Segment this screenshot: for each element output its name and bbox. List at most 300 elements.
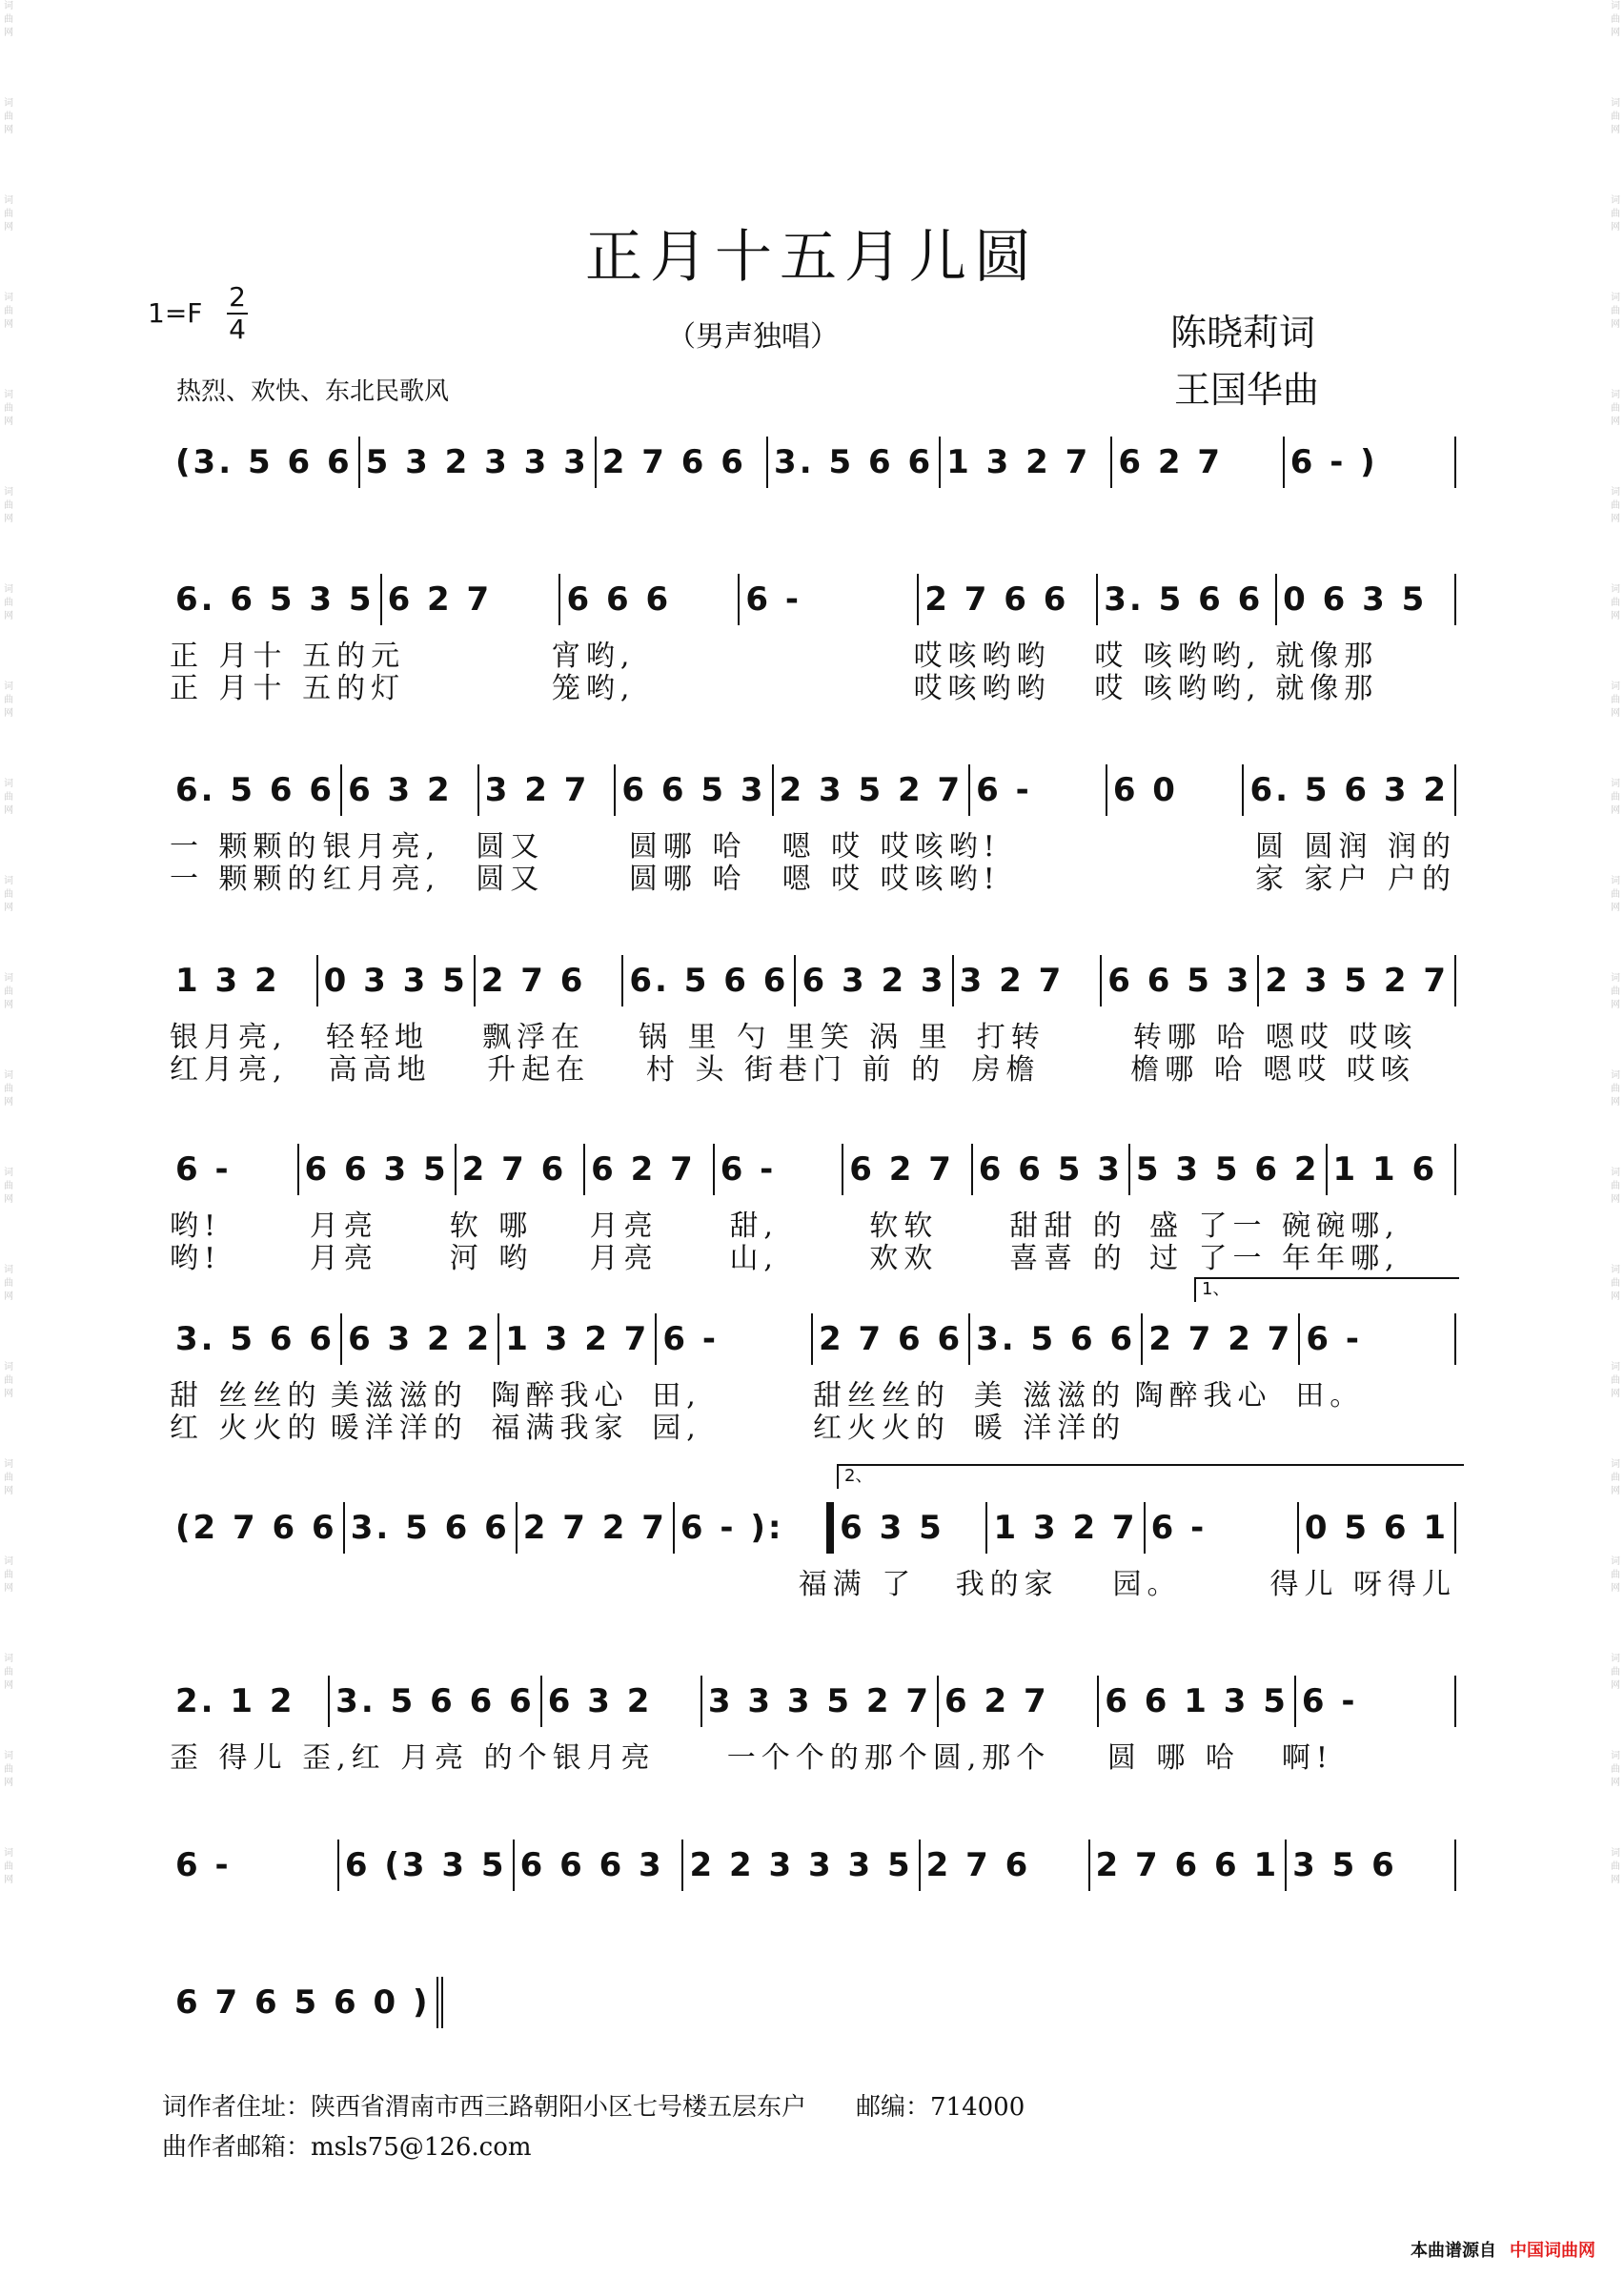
lyric-cell: 锅 里 勺 里 — [639, 1021, 821, 1054]
measure — [1090, 1840, 1288, 1891]
measure — [170, 764, 342, 816]
lyric-cell: 哟! — [170, 1242, 222, 1275]
lyric-cell: 转哪 哈 嗯 — [1132, 1021, 1300, 1054]
measure — [342, 764, 479, 816]
measure-notes: 1 3 2 7 — [505, 1320, 650, 1358]
measure — [954, 955, 1103, 1006]
time-signature — [227, 282, 248, 345]
watermark-text: 词曲网 — [4, 1556, 13, 1594]
lyric-cell: 美滋滋的 — [330, 1379, 468, 1413]
measure — [1296, 1676, 1456, 1727]
watermark-text: 词曲网 — [1611, 1459, 1620, 1496]
measure-notes: 6 2 7 — [387, 580, 493, 619]
watermark-text: 词曲网 — [4, 1751, 13, 1788]
lyric-cell: 红 月亮 的个 — [351, 1741, 553, 1775]
lyric-cell: 红月亮, — [322, 863, 441, 896]
lyric-cell: 红火火的 — [813, 1412, 950, 1445]
measure-notes: 6 - — [662, 1320, 719, 1358]
measure-notes: (2 7 6 6 — [175, 1509, 337, 1547]
measure-notes: 6. 5 6 3 2 — [1249, 771, 1450, 809]
watermark-text: 词曲网 — [1611, 1168, 1620, 1205]
score-system — [170, 574, 1456, 705]
lyric-cell: 正 月十 五的 — [170, 672, 372, 705]
measure-notes: 2 2 3 3 3 5 — [689, 1846, 913, 1884]
lyricist-credit: 陈晓莉词 — [1170, 312, 1316, 354]
watermark-text: 词曲网 — [1611, 1654, 1620, 1691]
watermark-text: 词曲网 — [4, 1654, 13, 1691]
watermark-text: 词曲网 — [4, 487, 13, 524]
lyric-cell: 灯 — [371, 672, 406, 705]
measure — [774, 764, 971, 816]
measure — [1299, 1502, 1456, 1554]
lyric-cell: 笑 涡 里 — [820, 1021, 953, 1054]
measure — [360, 437, 597, 488]
lyric-cell: 田。 — [1295, 1379, 1365, 1413]
measure — [796, 955, 953, 1006]
measure — [987, 1502, 1145, 1554]
staff-line — [170, 1676, 1456, 1727]
measure — [1146, 1502, 1299, 1554]
lyric-cell: 圆又 — [476, 830, 545, 864]
watermark-text: 词曲网 — [1611, 584, 1620, 621]
side-watermark-right — [1607, 0, 1624, 2277]
composer-email: 曲作者邮箱：msls75@126.com — [162, 2133, 532, 2162]
measure-notes: 6 7 6 5 6 0 ) — [175, 1983, 431, 2022]
lyric-cell: 一 颗颗的 — [170, 863, 322, 896]
measure — [457, 1144, 586, 1195]
lyric-cell: 陶醉我心 — [491, 1379, 629, 1413]
measure — [1098, 574, 1277, 625]
lyric-line — [170, 673, 1456, 705]
lyric-cell: 年哪, — [1316, 1242, 1400, 1275]
lyric-cell: 家 家户 户的 — [1254, 863, 1456, 896]
measure-notes: 6 3 2 — [348, 771, 453, 809]
watermark-text: 词曲网 — [4, 1265, 13, 1302]
measure — [1328, 1144, 1457, 1195]
score-system — [170, 1466, 1456, 1601]
performance-subtitle: （男声独唱） — [667, 320, 839, 354]
measure — [299, 1144, 457, 1195]
measure-notes: 3. 5 6 6 — [1104, 580, 1264, 619]
measure-notes: 3. 5 6 6 — [350, 1509, 510, 1547]
watermark-text: 词曲网 — [1611, 973, 1620, 1010]
measure-notes: 0 3 3 5 — [323, 962, 468, 1000]
staff-line — [170, 955, 1456, 1006]
lyric-cell — [1102, 831, 1255, 864]
measure-notes: 2 7 6 — [461, 1150, 567, 1189]
measure-notes: 0 5 6 1 — [1304, 1509, 1450, 1547]
watermark-text: 词曲网 — [4, 779, 13, 816]
lyric-cell: 喜喜 的 — [1009, 1242, 1127, 1275]
measure-notes: 2 7 6 6 — [924, 580, 1069, 619]
watermark-text: 词曲网 — [1611, 1556, 1620, 1594]
lyric-cell: 软软 — [869, 1210, 939, 1243]
measure-notes: 6 6 6 — [566, 580, 672, 619]
measure-notes: 6 6 5 3 — [1107, 962, 1252, 1000]
lyric-cell: 甜丝丝的 — [813, 1379, 950, 1413]
measure — [1277, 574, 1456, 625]
lyric-cell: 银月亮, — [322, 830, 441, 864]
measure-notes: 3 3 3 5 2 7 — [707, 1682, 932, 1720]
measure — [382, 574, 561, 625]
watermark-text: 词曲网 — [4, 1459, 13, 1496]
measure-notes: 6 - — [1301, 1682, 1358, 1720]
key-signature: 1=F — [148, 297, 203, 329]
staff-line — [170, 1313, 1456, 1365]
measure-notes: 3. 5 6 6 — [774, 443, 934, 481]
measure-notes: 3. 5 6 6 — [175, 1320, 335, 1358]
measure — [339, 1840, 515, 1891]
staff-line — [170, 1144, 1456, 1195]
lyric-cell — [484, 1569, 641, 1601]
score-system — [170, 1144, 1456, 1275]
lyric-cell: 甜 丝丝的 — [170, 1379, 322, 1413]
measure-notes: 6 2 7 — [944, 1682, 1049, 1720]
measure — [476, 955, 624, 1006]
watermark-text: 词曲网 — [1611, 1751, 1620, 1788]
lyric-cell: 哎 咳哟哟, — [1094, 672, 1262, 705]
lyric-cell: 山, — [729, 1242, 779, 1275]
watermark-text: 词曲网 — [1611, 195, 1620, 233]
lyric-line — [170, 1413, 1456, 1445]
measure — [542, 1676, 702, 1727]
lyric-cell: 软 哪 — [449, 1210, 534, 1243]
measure — [560, 574, 740, 625]
lyric-line — [170, 1210, 1456, 1243]
measure-notes: 2 7 2 7 — [522, 1509, 667, 1547]
measure-notes: 6 - — [720, 1150, 777, 1189]
lyric-cell: 嗯 哎 哎咳 — [782, 863, 949, 896]
measure-notes: 2 7 6 — [925, 1846, 1031, 1884]
lyric-cell: 正 月十 五的 — [170, 640, 372, 673]
lyric-cell: 圆 哪 哈 — [1106, 1741, 1240, 1775]
measure-notes: 2 7 6 6 — [819, 1320, 964, 1358]
measure-notes: 6 - — [1150, 1509, 1208, 1547]
measure-notes: (3. 5 6 6 — [175, 443, 353, 481]
measure — [1285, 437, 1456, 488]
lyric-cell: 红 火火的 — [170, 1412, 322, 1445]
watermark-text: 词曲网 — [1611, 1, 1620, 38]
measure-notes: 6 3 2 3 — [802, 962, 946, 1000]
watermark-text: 词曲网 — [4, 973, 13, 1010]
lyric-cell: 美 滋滋的 — [973, 1379, 1127, 1413]
lyric-cell: 过 了一 年 — [1149, 1242, 1317, 1275]
lyric-cell: 圆,那个 — [932, 1741, 1051, 1775]
lyric-cell: 碗哪, — [1316, 1210, 1400, 1243]
lyric-cell — [733, 673, 914, 705]
volta-bracket: 2、 — [837, 1464, 1464, 1489]
lyric-cell: 园, — [652, 1412, 701, 1445]
source-label: 本曲谱源自 — [1411, 2241, 1496, 2261]
measure — [1244, 764, 1456, 816]
lyric-cell: 门 前 的 — [813, 1053, 946, 1087]
lyric-cell: 村 头 街巷 — [645, 1053, 813, 1087]
measure-notes: 6 6 1 3 5 — [1105, 1682, 1289, 1720]
measure — [970, 1313, 1143, 1365]
lyric-cell: 月亮 — [309, 1210, 378, 1243]
lyric-cell — [170, 1569, 327, 1601]
lyric-cell: 一 颗颗的 — [170, 830, 322, 864]
measure-notes: 6 2 7 — [1118, 443, 1224, 481]
measure-notes: 1 3 2 7 — [993, 1509, 1138, 1547]
lyric-cell: 哎 哎咳 — [1297, 1053, 1415, 1087]
measure-notes: 6 - — [175, 1846, 232, 1884]
measure-notes: 6 - ) — [1289, 443, 1378, 481]
score-system — [170, 1840, 1456, 1891]
lyric-cell: 歪 得儿 歪, — [170, 1741, 352, 1775]
measure-notes: 6 - — [745, 580, 802, 619]
lyric-cell — [1102, 864, 1255, 896]
lyric-line — [170, 1380, 1456, 1413]
measure — [585, 1144, 715, 1195]
measure-notes: 6 6 5 3 — [621, 771, 766, 809]
watermark-text: 词曲网 — [1611, 1848, 1620, 1885]
measure — [1287, 1840, 1456, 1891]
lyric-cell — [1295, 1413, 1456, 1445]
measure-notes: 6 2 7 — [849, 1150, 954, 1189]
staff-line — [170, 1977, 431, 2028]
song-title: 正月十五月儿圆 — [585, 224, 1039, 291]
lyric-cell: 哟! — [948, 830, 1001, 864]
lyric-line — [170, 1569, 1456, 1601]
measure — [499, 1313, 657, 1365]
measure — [170, 1977, 443, 2028]
lyric-line — [170, 864, 1456, 896]
lyric-cell — [733, 640, 914, 673]
lyricist-address: 词作者住址：陕西省渭南市西三路朝阳小区七号楼五层东户 邮编：714000 — [162, 2093, 1025, 2122]
measure-notes: 3. 5 6 6 6 — [335, 1682, 535, 1720]
measure-notes: 6 - — [1306, 1320, 1362, 1358]
measure-notes: 6 3 5 — [840, 1509, 944, 1547]
lyric-cell: 高高地 — [328, 1053, 432, 1087]
lyric-cell: 田, — [652, 1379, 701, 1413]
measure-notes: 3 2 7 — [484, 771, 590, 809]
lyric-cell: 嗯 哎 哎咳 — [782, 830, 949, 864]
measure-notes: 0 6 3 5 — [1283, 580, 1428, 619]
lyric-cell: 就像那 — [1275, 672, 1379, 705]
watermark-text: 词曲网 — [4, 1070, 13, 1108]
measure — [318, 955, 476, 1006]
watermark-text: 词曲网 — [1611, 487, 1620, 524]
watermark-text: 词曲网 — [4, 195, 13, 233]
measure-notes: 1 3 2 — [175, 962, 280, 1000]
watermark-text: 词曲网 — [4, 584, 13, 621]
lyric-cell — [1135, 1413, 1296, 1445]
lyric-line — [170, 1243, 1456, 1275]
lyric-cell: 哎咳哟哟 — [913, 640, 1051, 673]
watermark-text: 词曲网 — [4, 1848, 13, 1885]
measure-notes: 2 3 5 2 7 — [1265, 962, 1449, 1000]
measure — [813, 1313, 970, 1365]
side-watermark-left — [0, 0, 17, 2277]
score-system — [170, 1676, 1456, 1775]
lyric-cell: 银月亮, — [170, 1021, 288, 1054]
measure — [170, 955, 318, 1006]
measure — [170, 1676, 330, 1727]
lyric-line — [170, 1054, 1456, 1087]
score-system — [170, 955, 1456, 1087]
lyric-cell: 盛 了一 碗 — [1149, 1210, 1317, 1243]
measure — [616, 764, 773, 816]
lyric-cell: 暖洋洋的 — [330, 1412, 468, 1445]
watermark-text: 词曲网 — [4, 1168, 13, 1205]
lyric-cell: 哎咳哟哟 — [913, 672, 1051, 705]
lyric-cell: 红月亮, — [170, 1053, 288, 1087]
measure-notes: 2 7 6 6 — [601, 443, 746, 481]
lyric-cell: 轻轻地 — [326, 1021, 430, 1054]
composer-credit: 王国华曲 — [1174, 369, 1320, 411]
measure — [1259, 955, 1456, 1006]
meter-top: 2 — [229, 281, 246, 313]
volta-bracket: 1、 — [1194, 1277, 1459, 1302]
lyric-cell: 元 — [371, 640, 406, 673]
measure — [330, 1676, 542, 1727]
lyric-cell: 房檐 — [971, 1053, 1041, 1087]
measure — [970, 764, 1107, 816]
measure — [1107, 764, 1245, 816]
measure — [170, 1313, 342, 1365]
lyric-cell: 打转 — [976, 1021, 1045, 1054]
measure — [515, 1840, 684, 1891]
lyric-cell: 啊! — [1281, 1741, 1333, 1775]
measure-notes: 6 2 7 — [591, 1150, 696, 1189]
watermark-text: 词曲网 — [1611, 293, 1620, 330]
measure — [941, 437, 1112, 488]
measure-notes: 3 2 7 — [959, 962, 1065, 1000]
measure-notes: 6 6 3 5 — [304, 1150, 449, 1189]
measure-notes: 2. 1 2 — [175, 1682, 295, 1720]
lyric-cell: 福满 了 — [798, 1568, 917, 1601]
lyric-cell: 我的家 — [955, 1568, 1059, 1601]
measure-notes: 1 3 2 7 — [946, 443, 1091, 481]
lyric-cell: 飘浮在 — [482, 1021, 586, 1054]
lyric-line — [170, 1742, 1456, 1775]
watermark-text: 词曲网 — [1611, 876, 1620, 913]
lyric-cell: 圆哪 哈 — [628, 863, 747, 896]
measure-notes: 6 0 — [1112, 771, 1178, 809]
staff-line — [170, 1502, 1456, 1554]
source-note — [1411, 2237, 1595, 2262]
lyric-cell: 哎 咳哟哟, — [1094, 640, 1262, 673]
lyric-cell: 暖 洋洋的 — [973, 1412, 1127, 1445]
lyric-cell: 一个个的那个 — [726, 1741, 933, 1775]
measure-notes: 6 (3 3 5 — [344, 1846, 507, 1884]
measure — [342, 1313, 499, 1365]
measure-notes: 6 - ): — [680, 1509, 784, 1547]
watermark-text: 词曲网 — [4, 681, 13, 719]
watermark-text: 词曲网 — [1611, 1265, 1620, 1302]
measure — [919, 574, 1098, 625]
lyric-cell — [641, 1569, 799, 1601]
measure — [170, 1144, 299, 1195]
measure-notes: 5 3 2 3 3 3 — [365, 443, 589, 481]
lyric-cell: 圆哪 哈 — [628, 830, 747, 864]
measure — [518, 1502, 675, 1554]
measure — [921, 1840, 1090, 1891]
measure — [345, 1502, 518, 1554]
measure-notes: 2 7 6 — [480, 962, 586, 1000]
lyric-cell — [327, 1569, 484, 1601]
watermark-text: 词曲网 — [4, 98, 13, 135]
lyric-cell: 月亮 — [589, 1210, 659, 1243]
measure-notes: 6. 5 6 6 — [629, 962, 789, 1000]
measure — [479, 764, 617, 816]
staff-line — [170, 437, 1456, 488]
lyric-cell: 月亮 — [589, 1242, 659, 1275]
lyric-cell: 升起在 — [487, 1053, 591, 1087]
source-site[interactable]: 中国词曲网 — [1510, 2241, 1595, 2261]
measure-notes: 2 7 6 6 1 — [1095, 1846, 1280, 1884]
lyric-cell: 得儿 呀得儿 — [1269, 1568, 1456, 1601]
measure-notes: 3. 5 6 6 — [976, 1320, 1136, 1358]
measure-notes: 6 - — [175, 1150, 232, 1189]
measure — [675, 1502, 834, 1554]
measure — [740, 574, 919, 625]
lyric-cell: 宵哟, — [551, 640, 636, 673]
measure — [1099, 1676, 1296, 1727]
measure — [939, 1676, 1099, 1727]
measure-notes: 2 3 5 2 7 — [779, 771, 964, 809]
measure — [170, 1840, 339, 1891]
lyric-cell: 甜, — [729, 1210, 779, 1243]
lyric-line — [170, 640, 1456, 673]
measure — [1143, 1313, 1300, 1365]
measure-notes: 6 6 5 3 — [978, 1150, 1123, 1189]
staff-line — [170, 574, 1456, 625]
lyric-cell: 哎 哎咳 — [1299, 1021, 1418, 1054]
staff-line — [170, 1840, 1456, 1891]
lyric-cell: 福满我家 — [491, 1412, 629, 1445]
measure-notes: 2 7 2 7 — [1148, 1320, 1293, 1358]
lyric-line — [170, 1022, 1456, 1054]
measure — [715, 1144, 844, 1195]
lyric-cell: 甜甜 的 — [1009, 1210, 1127, 1243]
watermark-text: 词曲网 — [1611, 681, 1620, 719]
measure-notes: 6. 6 5 3 5 — [175, 580, 375, 619]
score-system — [170, 1977, 431, 2028]
lyric-cell: 圆 圆润 润的 — [1254, 830, 1456, 864]
lyric-cell: 笼哟, — [551, 672, 636, 705]
lyric-cell: 哟! — [170, 1210, 222, 1243]
measure-notes: 3 5 6 — [1292, 1846, 1397, 1884]
measure — [170, 574, 382, 625]
measure — [834, 1502, 987, 1554]
measure-notes: 6 - — [976, 771, 1032, 809]
lyric-cell: 银月亮 — [552, 1741, 656, 1775]
tempo-marking: 热烈、欢快、东北民歌风 — [176, 377, 450, 406]
measure — [623, 955, 796, 1006]
measure-notes: 1 1 6 — [1332, 1150, 1438, 1189]
score-system — [170, 437, 1456, 488]
measure — [597, 437, 768, 488]
lyric-cell: 欢欢 — [869, 1242, 939, 1275]
watermark-text: 词曲网 — [1611, 1362, 1620, 1399]
lyric-cell: 圆又 — [476, 863, 545, 896]
measure — [657, 1313, 813, 1365]
lyric-cell: 月亮 — [309, 1242, 378, 1275]
staff-line — [170, 764, 1456, 816]
measure — [1102, 955, 1259, 1006]
measure-notes: 5 3 5 6 2 — [1135, 1150, 1320, 1189]
measure — [1300, 1313, 1456, 1365]
lyric-cell: 河 哟 — [449, 1242, 534, 1275]
measure — [170, 437, 360, 488]
watermark-text: 词曲网 — [4, 293, 13, 330]
watermark-text: 词曲网 — [1611, 98, 1620, 135]
watermark-text: 词曲网 — [4, 1, 13, 38]
lyric-line — [170, 831, 1456, 864]
measure — [843, 1144, 973, 1195]
